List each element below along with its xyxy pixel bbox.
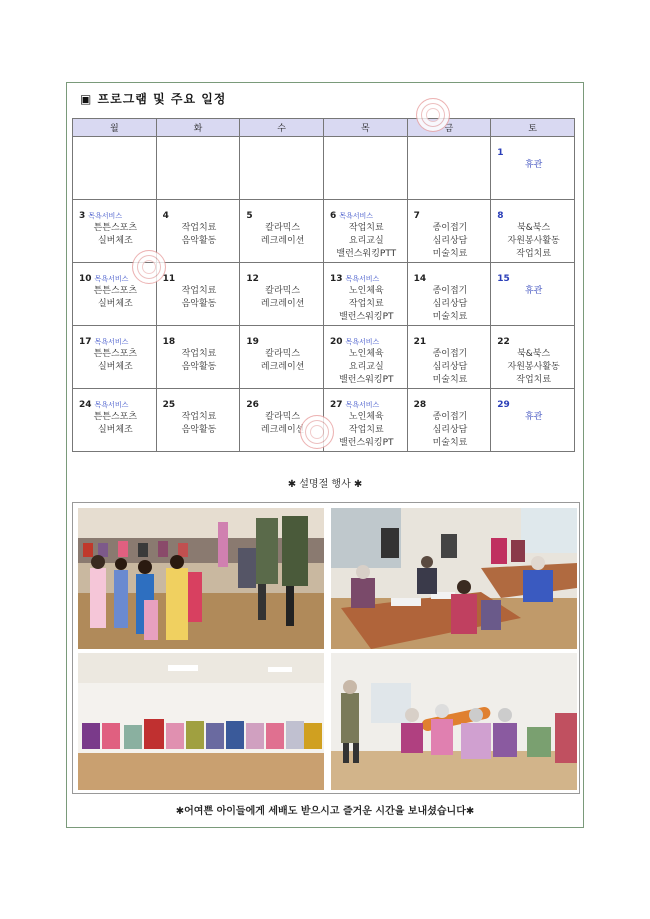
calendar-week-row <box>73 137 575 200</box>
calendar-day-cell <box>240 200 324 263</box>
day-header <box>79 329 152 348</box>
activity-item: 작업치료 <box>181 349 217 359</box>
stamp-watermark <box>132 250 166 284</box>
activity-item: 밸런스워킹PT <box>339 438 394 448</box>
day-header <box>414 266 487 285</box>
photo-balloon-activity <box>331 653 577 790</box>
service-tag: 목욕서비스 <box>345 401 380 409</box>
calendar-day-cell <box>156 200 240 263</box>
activity-item: 종이접기 <box>432 223 468 233</box>
day-header <box>414 329 487 348</box>
section-title: 프로그램 및 주요 일정 <box>97 92 227 106</box>
calendar-day-cell <box>156 389 240 452</box>
day-header <box>163 329 236 348</box>
activity-item: 작업치료 <box>181 223 217 233</box>
activity-item: 종이접기 <box>432 349 468 359</box>
day-number: 13 <box>329 274 343 284</box>
service-tag: 목욕서비스 <box>345 338 380 346</box>
day-header <box>246 266 319 285</box>
activity-item: 음악활동 <box>181 425 217 435</box>
calendar-day-cell <box>323 389 407 452</box>
day-number: 10 <box>79 274 92 284</box>
day-header <box>163 203 236 222</box>
day-header <box>246 392 319 411</box>
calendar-day-cell <box>73 137 157 200</box>
service-tag: 목욕서비스 <box>94 401 129 409</box>
day-number: 20 <box>329 337 343 347</box>
activity-item: 작업치료 <box>348 299 384 309</box>
activity-item: 튼튼스포츠 <box>93 286 138 296</box>
calendar-day-cell <box>156 326 240 389</box>
calendar-day-cell <box>73 326 157 389</box>
day-number: 18 <box>162 337 176 347</box>
activity-item: 북&북스 <box>517 349 551 359</box>
activity-item: 휴관 <box>524 286 543 296</box>
activity-item: 밸런스워킹PT <box>339 312 394 322</box>
activity-item: 미술치료 <box>432 438 468 448</box>
day-number: 21 <box>413 337 427 347</box>
day-number: 29 <box>497 400 510 410</box>
activity-item: 미술치료 <box>432 312 468 322</box>
activity-item: 심리상담 <box>432 425 468 435</box>
day-number: 22 <box>497 337 510 347</box>
calendar-body <box>73 137 575 452</box>
service-tag: 목욕서비스 <box>345 275 380 283</box>
calendar-day-cell <box>407 137 491 200</box>
activity-item: 칼라믹스 <box>265 286 301 296</box>
day-header <box>497 392 570 411</box>
calendar-day-cell <box>323 137 407 200</box>
day-number: 3 <box>79 211 86 221</box>
schedule-calendar <box>72 118 575 452</box>
day-header <box>330 392 403 411</box>
day-number: 5 <box>246 211 253 221</box>
day-number: 11 <box>162 274 176 284</box>
activity-item: 노인체육 <box>348 412 384 422</box>
day-header <box>163 266 236 285</box>
day-number: 27 <box>329 400 343 410</box>
calendar-day-cell <box>323 326 407 389</box>
day-number: 14 <box>413 274 427 284</box>
activity-item: 레크레이션 <box>260 299 305 309</box>
activity-item: 레크레이션 <box>260 425 305 435</box>
activity-item: 작업치료 <box>516 375 552 385</box>
activity-item: 레크레이션 <box>260 362 305 372</box>
calendar-day-cell <box>491 200 575 263</box>
calendar-week-row <box>73 326 575 389</box>
activity-item: 심리상담 <box>432 362 468 372</box>
stamp-watermark <box>300 415 334 449</box>
activity-item: 밸런스워킹PT <box>339 375 394 385</box>
activity-item: 요리교실 <box>348 362 384 372</box>
activity-item: 작업치료 <box>516 249 552 259</box>
photo-grid <box>72 502 580 794</box>
calendar-day-cell <box>240 137 324 200</box>
activity-item: 종이접기 <box>432 412 468 422</box>
weekday-header: 월 <box>73 119 157 137</box>
activity-item: 작업치료 <box>181 412 217 422</box>
weekday-header: 목 <box>323 119 407 137</box>
calendar-day-cell <box>491 137 575 200</box>
day-header <box>497 329 570 348</box>
calendar-day-cell <box>156 137 240 200</box>
service-tag: 목욕서비스 <box>94 275 129 283</box>
day-number: 7 <box>413 211 420 221</box>
day-number: 15 <box>497 274 510 284</box>
activity-item: 노인체육 <box>348 286 384 296</box>
day-header <box>497 203 570 222</box>
calendar-day-cell <box>240 326 324 389</box>
calendar-day-cell <box>240 263 324 326</box>
activity-item: 실버체조 <box>97 299 133 309</box>
activity-item: 밸런스워킹PTT <box>336 249 397 259</box>
calendar-day-cell <box>491 389 575 452</box>
day-number: 25 <box>162 400 176 410</box>
activity-item: 작업치료 <box>348 425 384 435</box>
activity-item: 휴관 <box>524 160 543 170</box>
activity-item: 미술치료 <box>432 375 468 385</box>
calendar-day-cell <box>323 263 407 326</box>
day-header <box>330 203 403 222</box>
calendar-day-cell <box>407 200 491 263</box>
day-header <box>79 203 152 222</box>
activity-item: 심리상담 <box>432 299 468 309</box>
activity-item: 작업치료 <box>181 286 217 296</box>
day-number: 17 <box>79 337 92 347</box>
day-header <box>414 203 487 222</box>
calendar-day-cell <box>407 263 491 326</box>
activity-item: 칼라믹스 <box>265 349 301 359</box>
day-number: 19 <box>246 337 259 347</box>
activity-item: 휴관 <box>524 412 543 422</box>
day-number: 1 <box>497 148 504 158</box>
day-number: 6 <box>329 211 337 221</box>
photo-seniors-seated-row <box>78 653 324 790</box>
weekday-header: 화 <box>156 119 240 137</box>
day-header <box>497 266 570 285</box>
activity-item: 작업치료 <box>348 223 384 233</box>
day-header <box>79 392 152 411</box>
photo-children-hanbok <box>78 508 324 649</box>
calendar-day-cell <box>407 326 491 389</box>
activity-item: 튼튼스포츠 <box>93 223 138 233</box>
calendar-day-cell <box>323 200 407 263</box>
activity-item: 자원봉사활동 <box>507 236 560 246</box>
section-marker: ▣ <box>80 92 93 106</box>
activity-item: 실버체조 <box>97 425 133 435</box>
stamp-watermark <box>416 98 450 132</box>
weekday-header: 토 <box>491 119 575 137</box>
photo-caption: ✱어여쁜 아이들에게 세배도 받으시고 즐거운 시간을 보내셨습니다✱ <box>175 806 475 817</box>
day-number: 26 <box>246 400 259 410</box>
service-tag: 목욕서비스 <box>88 212 123 220</box>
activity-item: 레크레이션 <box>260 236 305 246</box>
activity-item: 칼라믹스 <box>265 223 301 233</box>
day-header <box>497 140 570 159</box>
photo-dining-hall <box>331 508 577 649</box>
service-tag: 목욕서비스 <box>94 338 129 346</box>
activity-item: 음악활동 <box>181 362 217 372</box>
calendar-day-cell <box>491 326 575 389</box>
day-header <box>414 392 487 411</box>
day-header <box>163 392 236 411</box>
section-heading <box>80 90 226 107</box>
day-number: 24 <box>79 400 92 410</box>
activity-item: 음악활동 <box>181 236 217 246</box>
day-number: 8 <box>497 211 504 221</box>
day-number: 28 <box>413 400 427 410</box>
weekday-header: 금 <box>407 119 491 137</box>
activity-item: 종이접기 <box>432 286 468 296</box>
calendar-day-cell <box>73 389 157 452</box>
day-number: 4 <box>162 211 169 221</box>
activity-item: 음악활동 <box>181 299 217 309</box>
activity-item: 심리상담 <box>432 236 468 246</box>
activity-item: 실버체조 <box>97 362 133 372</box>
activity-item: 칼라믹스 <box>265 412 301 422</box>
activity-item: 요리교실 <box>348 236 384 246</box>
activity-item: 튼튼스포츠 <box>93 412 138 422</box>
activity-item: 노인체육 <box>348 349 384 359</box>
activity-item: 튼튼스포츠 <box>93 349 138 359</box>
day-number: 12 <box>246 274 259 284</box>
weekday-header-row <box>73 119 575 137</box>
day-header <box>330 266 403 285</box>
activity-item: 미술치료 <box>432 249 468 259</box>
weekday-header: 수 <box>240 119 324 137</box>
activity-item: 자원봉사활동 <box>507 362 560 372</box>
calendar-day-cell <box>491 263 575 326</box>
service-tag: 목욕서비스 <box>339 212 374 220</box>
calendar-day-cell <box>407 389 491 452</box>
activity-item: 북&북스 <box>517 223 551 233</box>
event-title: ✱ 설명절 행사 ✱ <box>287 479 363 490</box>
activity-item: 실버체조 <box>97 236 133 246</box>
day-header <box>330 329 403 348</box>
day-header <box>246 203 319 222</box>
day-header <box>246 329 319 348</box>
calendar-day-cell <box>156 263 240 326</box>
